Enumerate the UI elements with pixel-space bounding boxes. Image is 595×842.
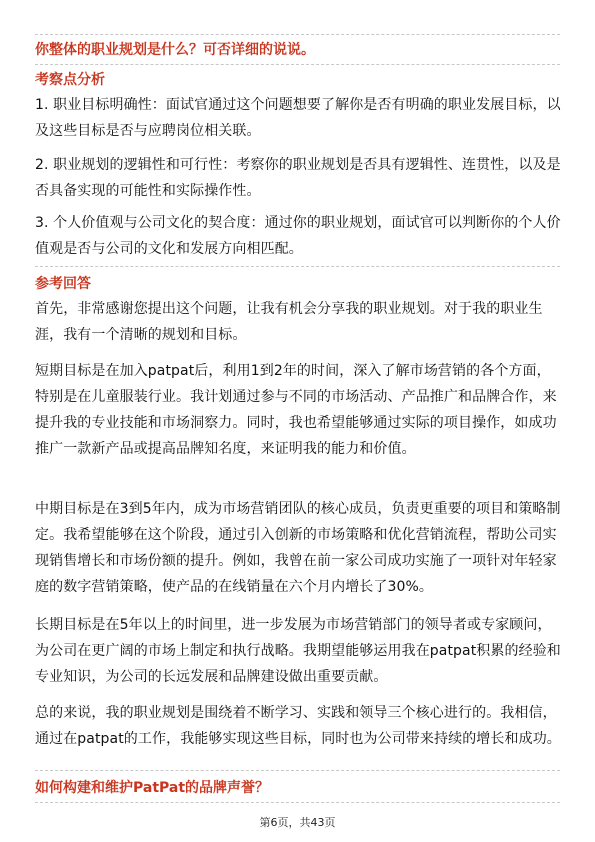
analysis-item: 3. 个人价值观与公司文化的契合度：通过你的职业规划，面试官可以判断你的个人价值观是否与公司的文化和发展方向相匹配。 [35, 215, 561, 257]
next-question-title: 如何构建和维护PatPat的品牌声誉？ [35, 780, 270, 796]
answer-label: 参考回答 [35, 276, 91, 292]
analysis-item: 1. 职业目标明确性：面试官通过这个问题想要了解你是否有明确的职业发展目标，以及这些目标是否与应聘岗位相关联。 [35, 97, 561, 139]
divider [35, 266, 560, 267]
answer-paragraph: 中期目标是在3到5年内，成为市场营销团队的核心成员，负责更重要的项目和策略制定。我希望能够在这个阶段，通过引入创新的市场策略和优化营销流程，帮助公司实现销售增长和市场份额的提升。例如，我曾在前一家公司成功实施了一项针对年轻家庭的数字营销策略，使产品的在线销量在六个月内增长了30%。 [35, 501, 561, 595]
answer-paragraph: 总的来说，我的职业规划是围绕着不断学习、实践和领导三个核心进行的。我相信，通过在patpat的工作，我能够实现这些目标，同时也为公司带来持续的增长和成功。 [35, 705, 561, 747]
analysis-label: 考察点分析 [35, 72, 105, 88]
answer-paragraph: 短期目标是在加入patpat后，利用1到2年的时间，深入了解市场营销的各个方面，特别是在儿童服装行业。我计划通过参与不同的市场活动、产品推广和品牌合作，来提升我的专业技能和市场洞察力。同时，我也希望能够通过实际的项目操作，如成功推广一款新产品或提高品牌知名度，来证明我的能力和价值。 [35, 363, 557, 457]
divider [35, 770, 560, 771]
answer-paragraph: 长期目标是在5年以上的时间里，进一步发展为市场营销部门的领导者或专家顾问，为公司在更广阔的市场上制定和执行战略。我期望能够运用我在patpat积累的经验和专业知识，为公司的长远发展和品牌建设做出重要贡献。 [35, 617, 561, 685]
page-number: 第6页，共43页 [259, 816, 336, 829]
question-title: 你整体的职业规划是什么？可否详细的说说。 [35, 42, 315, 58]
divider [35, 34, 560, 35]
analysis-item: 2. 职业规划的逻辑性和可行性：考察你的职业规划是否具有逻辑性、连贯性，以及是否具备实现的可能性和实际操作性。 [35, 157, 561, 199]
divider [35, 802, 560, 803]
divider [35, 64, 560, 65]
answer-paragraph: 首先，非常感谢您提出这个问题，让我有机会分享我的职业规划。对于我的职业生涯，我有一个清晰的规划和目标。 [35, 301, 543, 343]
